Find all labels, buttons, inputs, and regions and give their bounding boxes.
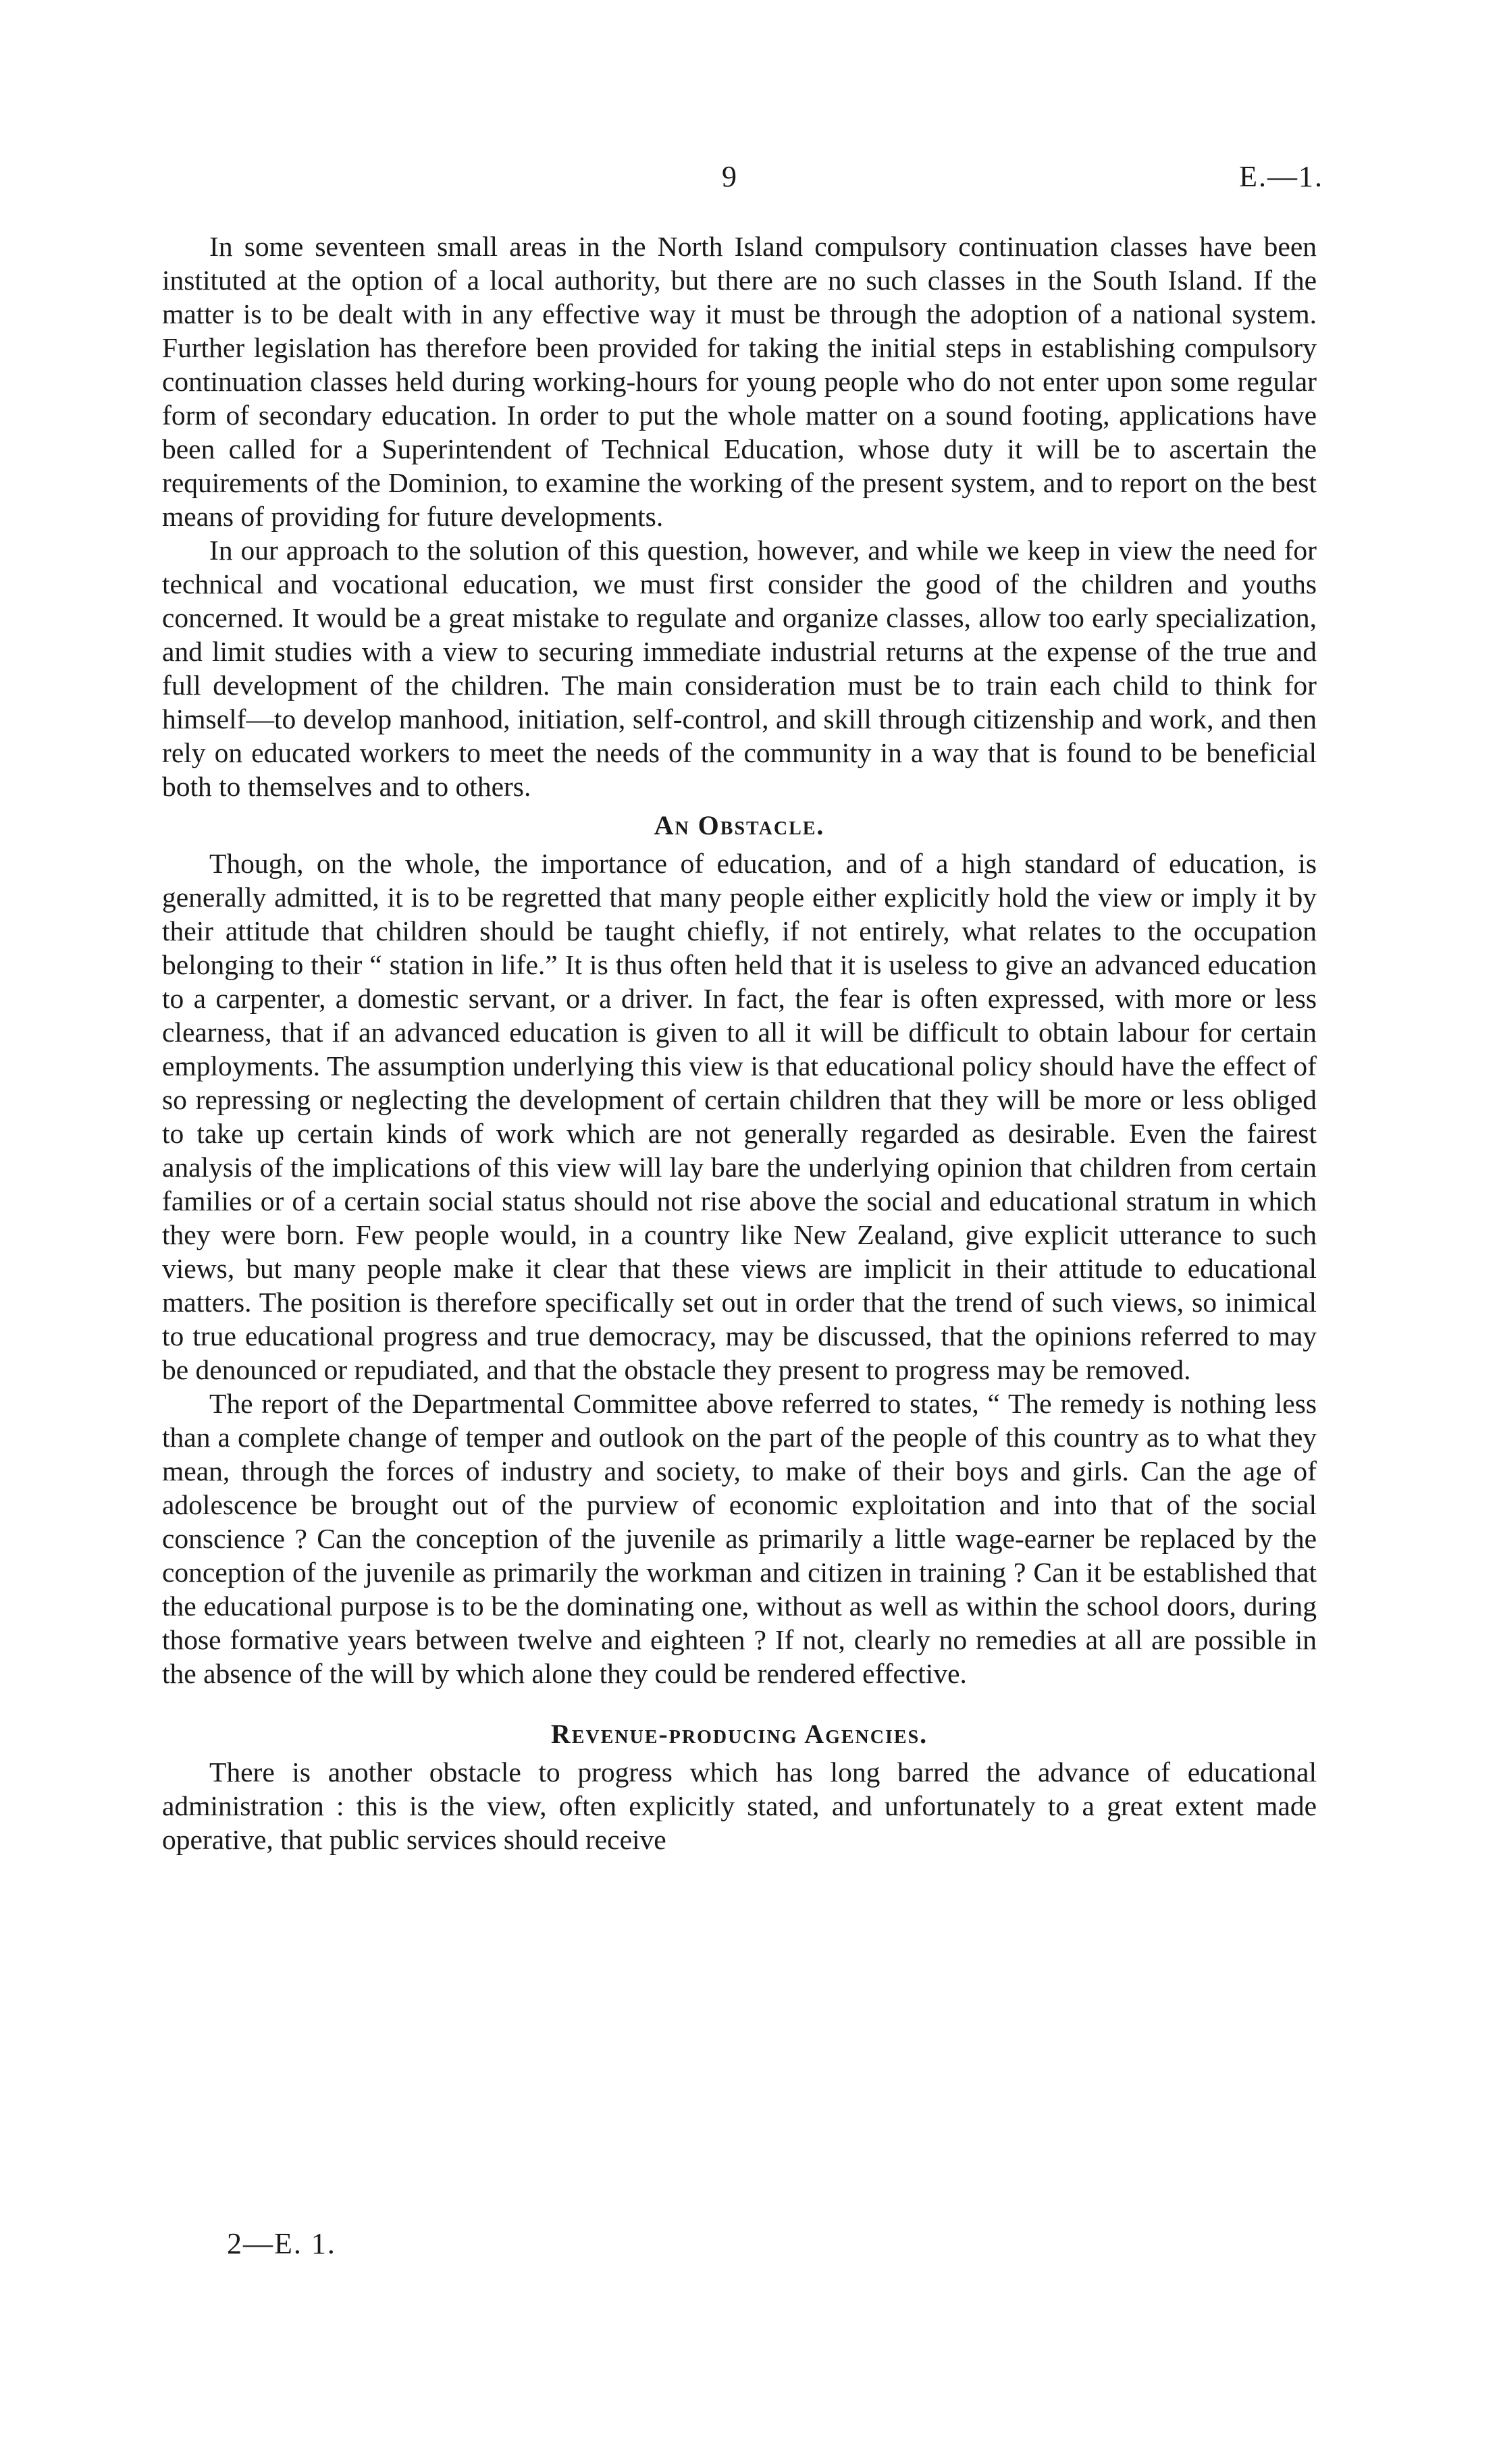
paragraph-revenue-agencies: There is another obstacle to progress which has long barred the advance of educational administration : this is the view, often explicitly stated, and unfortunately to a great extent made operative, that public services should receive	[162, 1757, 1317, 1855]
paragraph-obstacle: Though, on the whole, the importance of education, and of a high standard of education, is generally admitted, it is to be regretted that many people either explicitly hold the view or imply it by their attitude that children should be taught chiefly, if not entirely, what relates to the occupation belonging to their “ station in life.” It is thus often held that it is useless to give an advanced education to a carpenter, a domestic servant, or a driver. In fact, the fear is often expressed, with more or less clearness, that if an advanced education is given to all it will be difficult to obtain labour for certain employments. The assumption underlying this view is that educational policy should have the effect of so repressing or neglecting the development of certain children that they will be more or less obliged to take up certain kinds of work which are not generally regarded as desirable. Even the fairest analysis of the implications of this view will lay bare the underlying opinion that children from certain families or of a certain social status should not rise above the social and educational stratum in which they were born. Few people would, in a country like New Zealand, give explicit utterance to such views, but many people make it clear that these views are implicit in their attitude to educational matters. The position is therefore specifically set out in order that the trend of such views, so inimical to true educational progress and true democracy, may be discussed, that the opinions referred to may be denounced or repudiated, and that the obstacle they present to progress may be removed.	[162, 848, 1317, 1385]
paragraph-continuation-classes: In some seventeen small areas in the North Island compulsory continuation classes have been instituted at the option of a local authority, but there are no such classes in the South Island. If the matter is to be dealt with in any effective way it must be through the adoption of a national system. Further legislation has therefore been provided for taking the initial steps in establishing compulsory continuation classes held during working-hours for young people who do not enter upon some regular form of secondary education. In order to put the whole matter on a sound footing, applications have been called for a Superintendent of Technical Education, whose duty it will be to ascertain the requirements of the Dominion, to examine the working of the present system, and to report on the best means of providing for future developments.	[162, 231, 1317, 532]
section-heading-an-obstacle: An Obstacle.	[654, 810, 825, 840]
signature-mark: 2—E. 1.	[227, 2227, 336, 2260]
paragraph-committee-report: The report of the Departmental Committee above referred to states, “ The remedy is nothing less than a complete change of temper and outlook on the part of the people of this country as to what they mean, through the forces of industry and society, to make of their boys and girls. Can the age of adolescence be brought out of the purview of economic exploitation and into that of the social conscience ? Can the conception of the juvenile as primarily a little wage-earner be replaced by the conception of the juvenile as primarily the workman and citizen in training ? Can it be established that the educational purpose is to be the dominating one, without as well as within the school doors, during those formative years between twelve and eighteen ? If not, clearly no remedies at all are possible in the absence of the will by which alone they could be rendered effective.	[162, 1388, 1317, 1689]
paragraph-approach-solution: In our approach to the solution of this question, however, and while we keep in view the need for technical and vocational education, we must first consider the good of the children and youths concerned. It would be a great mistake to regulate and organize classes, allow too early specialization, and limit studies with a view to securing immediate industrial returns at the expense of the true and full development of the children. The main consideration must be to train each child to think for himself—to develop manhood, initiation, self-control, and skill through citizenship and work, and then rely on educated workers to meet the needs of the community in a way that is found to be beneficial both to themselves and to others.	[162, 535, 1317, 802]
page-number: 9	[722, 160, 737, 193]
page-header	[0, 159, 1499, 200]
section-heading-revenue-producing-agencies: Revenue-producing Agencies.	[550, 1719, 928, 1749]
series-reference: E.—1.	[1239, 160, 1323, 193]
body-text	[162, 230, 1317, 1856]
